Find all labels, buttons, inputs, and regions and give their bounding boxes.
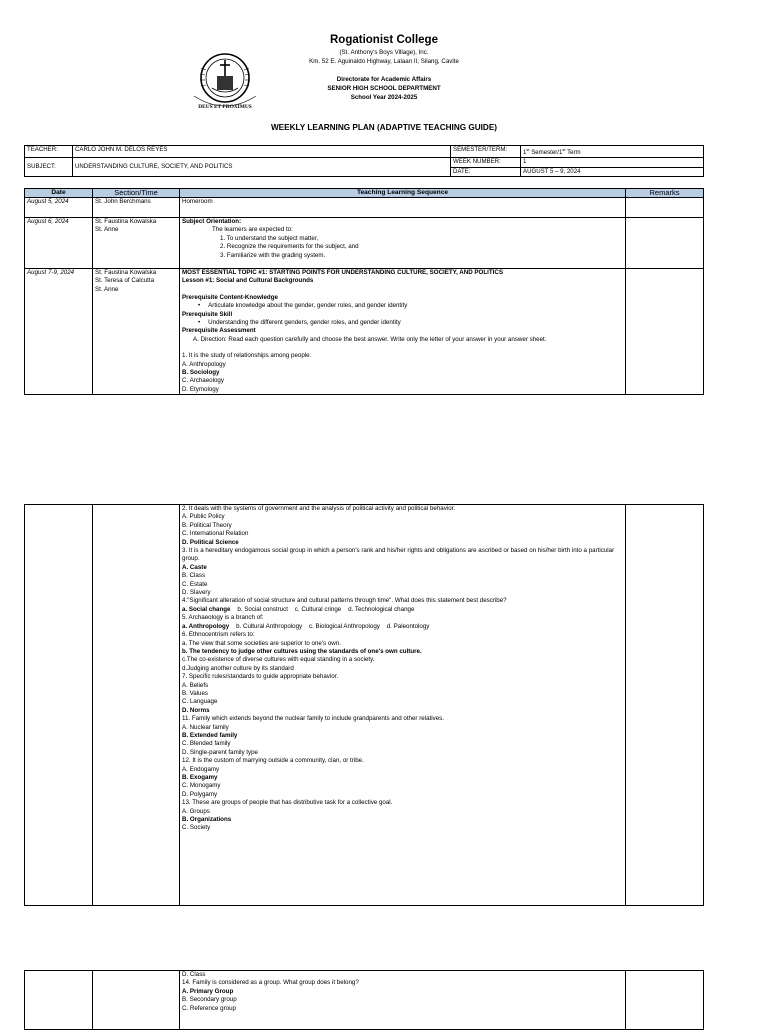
question-1: 1. It is the study of relationships among people. <box>182 352 312 360</box>
teacher-label: TEACHER: <box>25 146 73 158</box>
col-date: Date <box>25 189 93 198</box>
assessment-line: C. Blended family <box>182 740 231 748</box>
orientation-item: 1. To understand the subject matter, <box>220 234 319 242</box>
p3-content <box>180 971 626 1030</box>
assessment-line: A. Groups <box>182 807 210 815</box>
assessment-line: a. The view that some societies are superior to one's own. <box>182 639 341 647</box>
assessment-line: 5. Archaeology is a branch of: <box>182 614 264 622</box>
semester-value: 1st Semester/1st Term <box>521 146 704 158</box>
document-header <box>0 34 768 102</box>
learning-sequence-table <box>24 188 704 395</box>
assessment-line: C. Reference group <box>182 1004 236 1012</box>
assessment-line: D. Slavery <box>182 589 211 597</box>
assessment-line: D. Political Science <box>182 538 239 546</box>
subject-label: SUBJECT: <box>25 158 73 177</box>
assessment-line: D. Norms <box>182 706 210 714</box>
essential-topic: MOST ESSENTIAL TOPIC #1: STARTING POINTS FOR UNDERSTANDING CULTURE, SOCIETY, AND POLITICS <box>182 269 503 276</box>
section-name: St. Teresa of Calcutta <box>95 277 155 285</box>
assessment-line: 11. Family which extends beyond the nuclear family to include grandparents and other relatives. <box>182 715 444 723</box>
teacher-value: CARLO JOHN M. DELOS REYES <box>73 146 451 158</box>
orientation-intro: The learners are expected to: <box>212 226 293 234</box>
assessment-line: c.The co-existence of diverse cultures with equal standing in a society. <box>182 656 375 664</box>
department-line: SENIOR HIGH SCHOOL DEPARTMENT <box>327 85 441 92</box>
assessment-line: 7. Specific rules/standards to guide appropriate behavior. <box>182 673 339 681</box>
p2-date-cell <box>25 505 93 906</box>
document-title: WEEKLY LEARNING PLAN (ADAPTIVE TEACHING GUIDE) <box>270 123 498 132</box>
assessment-line: B. Political Theory <box>182 521 232 529</box>
assessment-line: B. Extended family <box>182 731 238 739</box>
row2-remarks <box>626 218 704 269</box>
assessment-line: C. Monogamy <box>182 782 221 790</box>
week-label: WEEK NUMBER: <box>451 158 521 167</box>
seal-motto: DEUS ET PROXIMUS <box>198 104 252 110</box>
assessment-line: 12. It is the custom of marrying outside a community, clan, or tribe. <box>182 757 364 765</box>
assessment-line: B. Class <box>182 572 206 580</box>
lesson-title: Lesson #1: Social and Cultural Backgrounds <box>182 277 314 285</box>
p3-date-cell <box>25 971 93 1030</box>
date-label: DATE: <box>451 167 521 176</box>
row3-section <box>93 269 180 395</box>
col-remarks: Remarks <box>626 189 704 198</box>
pa-direction: A. Direction: Read each question carefully and choose the best answer. Write only the letter of your answer in your answer sheet. <box>193 335 547 343</box>
assessment-line: 6. Ethnocentrism refers to: <box>182 631 255 639</box>
col-section: Section/Time <box>93 189 180 198</box>
address-line-1: (St. Anthony's Boys Village), Inc. <box>339 49 429 56</box>
assessment-line: C. International Relation <box>182 530 249 538</box>
row3-date: August 7-9, 2024 <box>25 269 93 395</box>
orientation-item: 2. Recognize the requirements for the subject, and <box>220 243 359 251</box>
p2-section-cell <box>93 505 180 906</box>
continued-table-page-2 <box>24 504 704 906</box>
assessment-line: B. Exogamy <box>182 774 218 781</box>
assessment-line: b. The tendency to judge other cultures using the standards of one's own culture. <box>182 647 422 655</box>
pck-title: Prerequisite Content-Knowledge <box>182 293 278 301</box>
assessment-line: a. Social change b. Social construct c. Cultural cringe d. Technological change <box>182 605 415 613</box>
address-line-2: Km. 52 E. Aguinaldo Highway, Lalaan II, Silang, Cavite <box>309 58 459 65</box>
pck-item: • Articulate knowledge about the gender, gender roles, and gender identity <box>182 302 623 310</box>
q1-option-a: A. Anthropology <box>182 360 226 368</box>
row1-content: Homeroom <box>180 198 626 218</box>
section-name: St. Faustina Kowalska <box>95 269 157 276</box>
p2-remarks-cell <box>626 505 704 906</box>
assessment-line: 3. It is a hereditary endogamous social group in which a person's rank and his/her rights and obligations are ascribed or based on his/her birth into a particular group. <box>182 547 615 563</box>
assessment-line: 2. It deals with the systems of government and the analysis of political activity and political behavior. <box>182 505 456 512</box>
assessment-line: A. Primary Group <box>182 987 234 995</box>
assessment-line: D. Class <box>182 971 206 978</box>
assessment-line: C. Society <box>182 824 211 832</box>
assessment-line: A. Beliefs <box>182 681 209 689</box>
row2-content <box>180 218 626 269</box>
assessment-line: A. Caste <box>182 563 207 571</box>
assessment-line: A. Endogamy <box>182 765 220 773</box>
assessment-line: B. Secondary group <box>182 996 237 1004</box>
q1-option-b: B. Sociology <box>182 369 220 377</box>
assessment-line: B. Values <box>182 689 209 697</box>
continued-table-page-3 <box>24 970 704 1030</box>
assessment-line: 13. These are groups of people that has distributive task for a collective goal. <box>182 799 393 807</box>
orientation-item: 3. Familiarize with the grading system. <box>220 251 326 259</box>
directorate-line: Directorate for Academic Affairs <box>336 76 432 83</box>
col-sequence: Teaching Learning Sequence <box>180 189 626 198</box>
week-value: 1 <box>521 158 704 167</box>
pa-title: Prerequisite Assessment <box>182 327 256 335</box>
date-value: AUGUST 5 – 9, 2024 <box>521 167 704 176</box>
row3-content <box>180 269 626 395</box>
info-table <box>24 145 704 177</box>
row2-date: August 6, 2024 <box>25 218 93 269</box>
q1-option-d: D. Etymology <box>182 385 219 393</box>
orientation-title: Subject Orientation: <box>182 218 242 225</box>
row1-date: August 5, 2024 <box>25 198 93 218</box>
row3-remarks <box>626 269 704 395</box>
assessment-line: A. Public Policy <box>182 513 225 521</box>
assessment-line: d.Judging another culture by its standard <box>182 664 294 672</box>
row1-remarks <box>626 198 704 218</box>
section-name: St. Faustina Kowalska <box>95 218 157 225</box>
assessment-line: D. Polygamy <box>182 790 218 798</box>
assessment-line: D. Single-parent family type <box>182 748 259 756</box>
p3-remarks-cell <box>626 971 704 1030</box>
assessment-line: A. Nuclear family <box>182 723 229 731</box>
school-year-line: School Year 2024-2025 <box>350 94 418 101</box>
assessment-line: a. Anthropology b. Cultural Anthropology c. Biological Anthropology d. Paleontology <box>182 622 430 630</box>
ps-item: • Understanding the different genders, gender roles, and gender identity <box>182 319 623 327</box>
q1-option-c: C. Archaeology <box>182 377 224 385</box>
assessment-line: 14. Family is considered as a group. What group does it belong? <box>182 979 359 987</box>
college-name: Rogationist College <box>330 34 438 46</box>
subject-value: UNDERSTANDING CULTURE, SOCIETY, AND POLITICS <box>73 158 451 177</box>
p3-section-cell <box>93 971 180 1030</box>
assessment-line: C. Estate <box>182 580 208 588</box>
section-name: St. Anne <box>95 285 119 293</box>
assessment-line: C. Language <box>182 698 218 706</box>
ps-title: Prerequisite Skill <box>182 310 233 318</box>
section-name: St. Anne <box>95 226 119 234</box>
assessment-line: B. Organizations <box>182 816 232 824</box>
row2-section <box>93 218 180 269</box>
semester-label: SEMESTER/TERM: <box>451 146 521 158</box>
assessment-line: 4."Significant alteration of social structure and cultural patterns through time". What does this statement best describe? <box>182 597 507 605</box>
p2-content <box>180 505 626 906</box>
row1-section: St. John Berchmans <box>93 198 180 218</box>
